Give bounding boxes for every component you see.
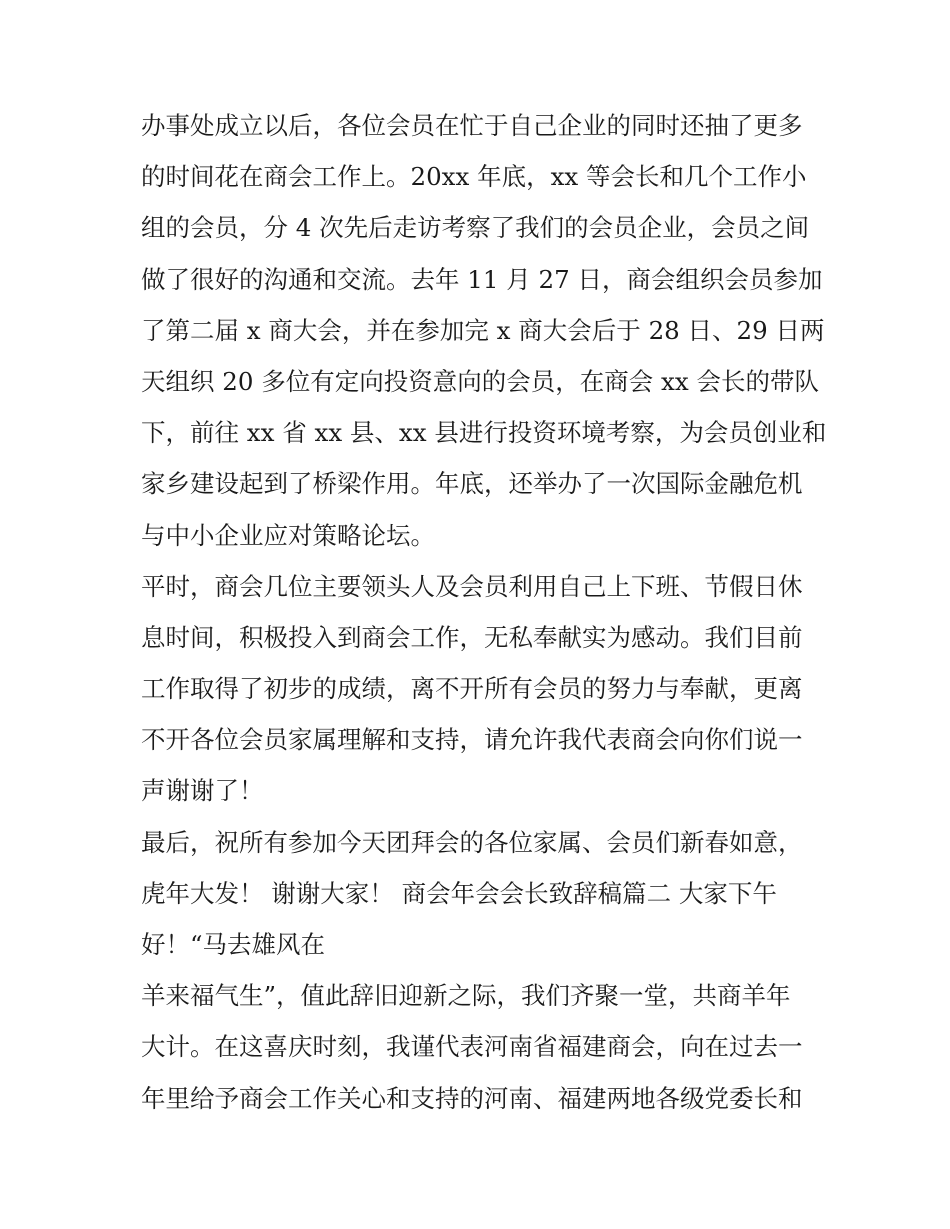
text-line-19: 大计。在这喜庆时刻，我谨代表河南省福建商会，向在过去一: [141, 1032, 803, 1062]
text-line-5: 了第二届 x 商大会，并在参加完 x 商大会后于 28 日、29 日两: [141, 315, 825, 345]
text-line-4: 做了很好的沟通和交流。去年 11 月 27 日，商会组织会员参加: [141, 264, 823, 294]
text-line-6: 天组织 20 多位有定向投资意向的会员，在商会 xx 会长的带队: [141, 366, 819, 396]
text-line-1: 办事处成立以后，各位会员在忙于自己企业的同时还抽了更多: [141, 111, 803, 140]
text-line-12: 工作取得了初步的成绩，离不开所有会员的努力与奉献，更离: [141, 674, 803, 704]
body-text: [141, 100, 827, 1124]
text-line-14: 声谢谢了！: [141, 776, 264, 806]
text-line-20: 年里给予商会工作关心和支持的河南、福建两地各级党委长和: [141, 1083, 803, 1113]
text-line-10: 平时，商会几位主要领头人及会员利用自己上下班、节假日休: [141, 571, 803, 601]
text-line-18: 羊来福气生”，值此辞旧迎新之际，我们齐聚一堂，共商羊年: [141, 981, 791, 1011]
text-line-13: 不开各位会员家属理解和支持，请允许我代表商会向你们说一: [141, 725, 803, 755]
text-line-7: 下，前往 xx 省 xx 县、xx 县进行投资环境考察，为会员创业和: [141, 418, 827, 448]
text-line-11: 息时间，积极投入到商会工作，无私奉献实为感动。我们目前: [141, 622, 803, 652]
text-line-16: 虎年大发！ 谢谢大家！ 商会年会会长致辞稿篇二 大家下午: [141, 878, 777, 908]
text-line-3: 组的会员，分 4 次先后走访考察了我们的会员企业，会员之间: [141, 213, 810, 243]
text-line-8: 家乡建设起到了桥梁作用。年底，还举办了一次国际金融危机: [141, 469, 803, 499]
text-line-17: 好！“马去雄风在: [141, 930, 326, 959]
text-line-9: 与中小企业应对策略论坛。: [141, 520, 435, 550]
text-line-15: 最后，祝所有参加今天团拜会的各位家属、会员们新春如意，: [141, 827, 803, 857]
text-line-2: 的时间花在商会工作上。20xx 年底，xx 等会长和几个工作小: [141, 162, 807, 192]
